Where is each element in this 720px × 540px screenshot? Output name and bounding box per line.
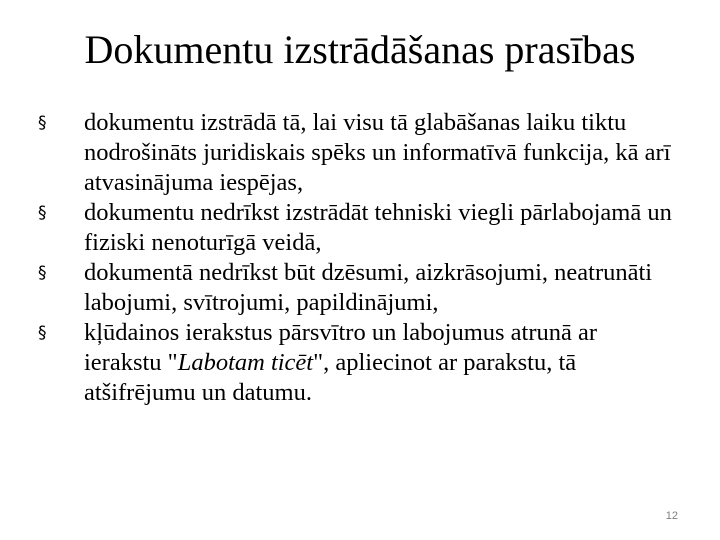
bullet-item	[38, 198, 678, 258]
bullet-marker: §	[38, 203, 47, 223]
bullet-text-after: ", apliecinot ar parakstu, tā atšifrējumu un datumu.	[84, 349, 577, 406]
bullet-text: dokumentu izstrādā tā, lai visu tā glabāšanas laiku tiktu nodrošināts juridiskais spēks un informatīvā funkcija, kā arī atvasinājuma iespējas,	[84, 109, 671, 196]
bullet-marker: §	[38, 113, 47, 133]
bullet-text-before: kļūdainos ierakstus pārsvītro un labojumus atrunā ar ierakstu "	[84, 319, 598, 376]
bullet-text-italic: Labotam ticēt	[177, 349, 314, 376]
slide-title: Dokumentu izstrādāšanas prasības	[84, 27, 636, 72]
page-number: 12	[665, 510, 678, 522]
bullet-item	[38, 108, 678, 198]
bullet-text	[84, 318, 678, 408]
bullet-text: dokumentā nedrīkst būt dzēsumi, aizkrāsojumi, neatrunāti labojumi, svītrojumi, papildinājumi,	[84, 259, 653, 316]
bullet-marker: §	[38, 323, 47, 343]
bullet-marker: §	[38, 263, 47, 283]
bullet-item	[38, 318, 678, 408]
bullet-item	[38, 258, 678, 318]
bullet-list	[38, 108, 678, 408]
bullet-text: dokumentu nedrīkst izstrādāt tehniski viegli pārlabojamā un fiziski nenoturīgā veidā,	[84, 199, 672, 256]
